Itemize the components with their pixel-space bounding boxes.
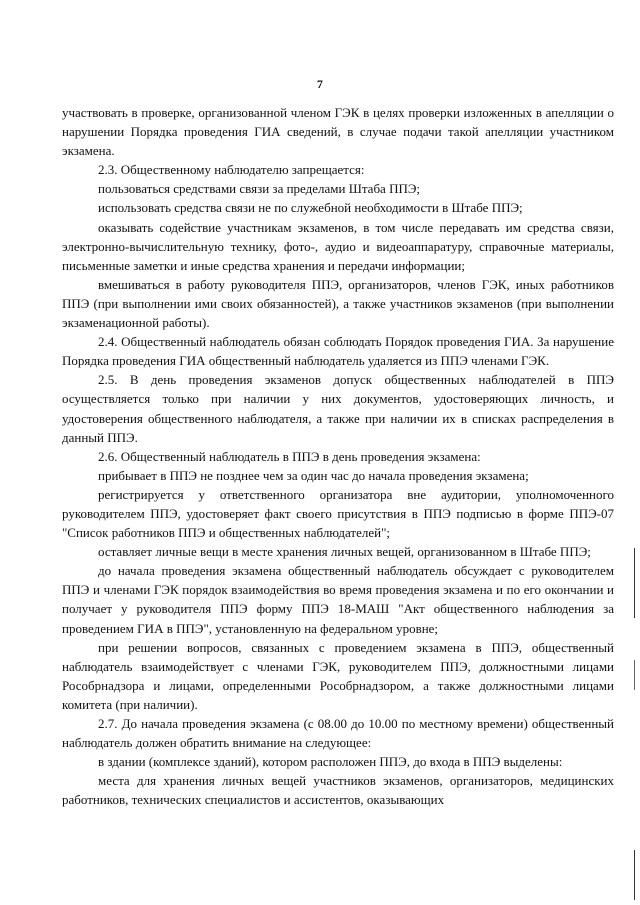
paragraph: участвовать в проверке, организованной членом ГЭК в целях проверки изложенных в апелляции о нарушении Порядка проведения ГИА сведений, в случае подачи такой апелляции участником экзамена. [62,105,614,159]
list-item: пользоваться средствами связи за пределами Штаба ППЭ; [98,181,421,197]
list-item: места для хранения личных вещей участников экзаменов, организаторов, медицинских работников, технических специалистов и ассистентов, оказывающих [62,773,614,808]
page-number: 7 [316,77,324,91]
scan-edge-mark [634,850,635,900]
section-paragraph-2-7: 2.7. До начала проведения экзамена (с 08.00 до 10.00 по местному времени) общественный наблюдатель должен обратить внимание на следующее: [62,716,614,751]
section-paragraph-2-4: 2.4. Общественный наблюдатель обязан соблюдать Порядок проведения ГИА. За нарушение Порядка проведения ГИА общественный наблюдатель удаляется из ППЭ членами ГЭК. [62,334,614,369]
section-heading-2-6: 2.6. Общественный наблюдатель в ППЭ в день проведения экзамена: [98,448,481,464]
section-paragraph-2-5: 2.5. В день проведения экзаменов допуск общественных наблюдателей в ППЭ осуществляется только при наличии у них документов, удостоверяющих личность, и удостоверения общественного наблюдателя, а также при наличии их в списках распределения в данный ППЭ. [62,372,614,445]
scan-edge-mark [634,548,635,618]
document-body [62,103,614,809]
list-item: вмешиваться в работу руководителя ППЭ, организаторов, членов ГЭК, иных работников ППЭ (при выполнении ими своих обязанностей), а также участников экзаменов (при выполнении экзаменационной работы). [62,276,614,331]
section-heading-2-3: 2.3. Общественному наблюдателю запрещается: [98,162,365,178]
list-item: до начала проведения экзамена общественный наблюдатель обсуждает с руководителем ППЭ и членами ГЭК порядок взаимодействия во время проведения экзамена и по его окончании и получает у руководителя ППЭ форму ППЭ 18-МАШ "Акт общественного наблюдения за проведением ГИА в ППЭ", установленную на федеральном уровне; [62,563,614,636]
list-item: использовать средства связи не по служебной необходимости в Штабе ППЭ; [98,200,523,216]
list-item: оказывать содействие участникам экзаменов, в том числе передавать им средства связи, электронно-вычислительную технику, фото-, аудио и видеоаппаратуру, справочные материалы, письменные заметки и иные средства хранения и передачи информации; [62,219,614,273]
list-item: оставляет личные вещи в месте хранения личных вещей, организованном в Штабе ППЭ; [98,544,591,560]
scan-edge-mark [634,660,635,690]
list-item: прибывает в ППЭ не позднее чем за один час до начала проведения экзамена; [98,467,529,483]
list-item: регистрируется у ответственного организатора вне аудитории, уполномоченного руководителем ППЭ, удостоверяет факт своего присутствия в ППЭ подписью в форме ППЭ-07 "Список работников ППЭ и общественных наблюдателей"; [62,486,614,541]
list-item: при решении вопросов, связанных с проведением экзамена в ППЭ, общественный наблюдатель взаимодействует с членами ГЭК, руководителем ППЭ, должностными лицами Рособрнадзора и лицами, определенными Рособрнадзором, а также должностными лицами комитета (при наличии). [62,639,614,712]
list-item: в здании (комплексе зданий), котором расположен ППЭ, до входа в ППЭ выделены: [98,754,563,770]
